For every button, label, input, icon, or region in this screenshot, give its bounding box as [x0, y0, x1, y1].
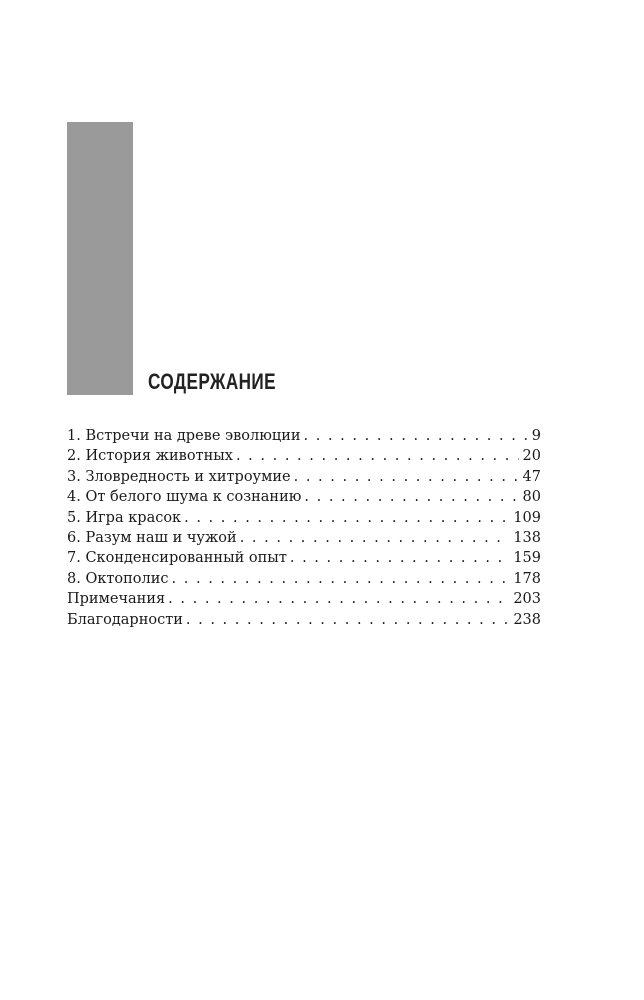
toc-entry-page: 203 — [513, 591, 541, 608]
toc-entry-title: 4. От белого шума к сознанию — [67, 489, 302, 506]
toc-entry[interactable] — [67, 569, 541, 589]
dot-leader — [181, 508, 509, 528]
table-of-contents — [67, 426, 541, 630]
toc-entry-page: 178 — [513, 570, 541, 587]
toc-entry-title: 2. История животных — [67, 448, 233, 465]
toc-entry-page: 20 — [522, 448, 541, 465]
toc-entry-title: 7. Сконденсированный опыт — [67, 550, 287, 567]
toc-entry-title: 1. Встречи на древе эволюции — [67, 428, 301, 444]
toc-entry-title: 6. Разум наш и чужой — [67, 529, 237, 546]
toc-entry[interactable] — [67, 487, 541, 507]
dot-leader — [291, 467, 519, 487]
toc-entry[interactable] — [67, 467, 541, 487]
dot-leader — [169, 569, 510, 589]
toc-entry-page: 9 — [531, 428, 541, 444]
toc-entry-title: 8. Октополис — [67, 570, 169, 587]
dot-leader — [165, 589, 509, 609]
toc-entry-page: 159 — [513, 550, 541, 567]
toc-entry-page: 238 — [513, 611, 541, 628]
toc-entry-page: 138 — [513, 529, 541, 546]
dot-leader — [183, 610, 509, 630]
toc-entry[interactable] — [67, 528, 541, 548]
decorative-gray-block — [67, 122, 133, 395]
toc-entry-title: Благодарности — [67, 611, 183, 628]
dot-leader — [287, 548, 509, 568]
toc-entry-title: 5. Игра красок — [67, 509, 182, 526]
toc-entry[interactable] — [67, 426, 541, 446]
toc-entry[interactable] — [67, 589, 541, 609]
toc-entry-page: 80 — [522, 489, 541, 506]
toc-entry[interactable] — [67, 548, 541, 568]
toc-entry-page: 109 — [513, 509, 541, 526]
toc-entry[interactable] — [67, 508, 541, 528]
dot-leader — [237, 528, 510, 548]
dot-leader — [301, 426, 528, 446]
toc-entry[interactable] — [67, 610, 541, 630]
toc-entry[interactable] — [67, 446, 541, 466]
toc-entry-title: 3. Зловредность и хитроумие — [67, 468, 291, 485]
dot-leader — [301, 487, 518, 507]
toc-entry-page: 47 — [522, 468, 541, 485]
dot-leader — [233, 446, 519, 466]
toc-entry-title: Примечания — [67, 591, 166, 608]
page-title: СОДЕРЖАНИЕ — [148, 369, 276, 394]
